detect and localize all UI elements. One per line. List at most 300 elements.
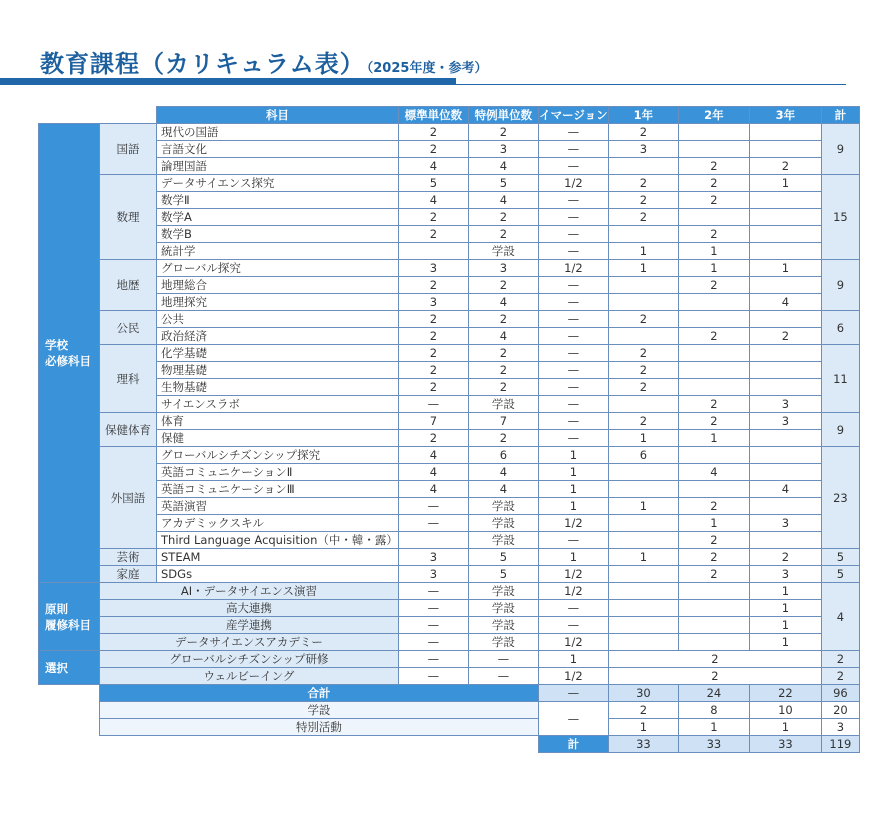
kei-label: 計 bbox=[538, 736, 608, 753]
principle-row bbox=[39, 583, 860, 600]
year2-cell: 2 bbox=[678, 277, 749, 294]
year3-cell: 2 bbox=[749, 549, 821, 566]
immersion-cell: 1/2 bbox=[538, 566, 608, 583]
subject-row bbox=[39, 464, 860, 481]
year3-cell bbox=[749, 345, 821, 362]
year2-cell bbox=[678, 311, 749, 328]
std-units-cell: 4 bbox=[398, 481, 468, 498]
gakusetsu-total: 20 bbox=[821, 702, 859, 719]
std-units-cell: 7 bbox=[398, 413, 468, 430]
special-units-cell: 5 bbox=[468, 175, 538, 192]
year1-cell: 1 bbox=[608, 549, 678, 566]
std-units-cell: — bbox=[398, 668, 468, 685]
std-units-cell: — bbox=[398, 515, 468, 532]
title-main: 教育課程（カリキュラム表） bbox=[40, 50, 365, 78]
special-units-cell: 学設 bbox=[468, 498, 538, 515]
immersion-cell: 1 bbox=[538, 651, 608, 668]
special-units-cell: 学設 bbox=[468, 515, 538, 532]
year1-cell bbox=[608, 566, 678, 583]
special-units-cell: 5 bbox=[468, 549, 538, 566]
immersion-cell: — bbox=[538, 345, 608, 362]
kei-row bbox=[39, 736, 860, 753]
subject-row bbox=[39, 328, 860, 345]
year1-cell: 6 bbox=[608, 447, 678, 464]
special-units-cell: 7 bbox=[468, 413, 538, 430]
year1-cell bbox=[608, 396, 678, 413]
immersion-cell: 1 bbox=[538, 447, 608, 464]
year1-cell: 1 bbox=[608, 498, 678, 515]
immersion-cell: — bbox=[538, 294, 608, 311]
year2-cell: 1 bbox=[678, 515, 749, 532]
subject-name: アカデミックスキル bbox=[157, 515, 399, 532]
special-units-cell: 2 bbox=[468, 430, 538, 447]
year2-cell: 2 bbox=[678, 396, 749, 413]
subject-name: 英語演習 bbox=[157, 498, 399, 515]
header-year3: 3年 bbox=[749, 107, 821, 124]
year3-cell: 1 bbox=[749, 617, 821, 634]
special-units-cell: 4 bbox=[468, 464, 538, 481]
subject-name: 化学基礎 bbox=[157, 345, 399, 362]
group-sugaku: 数理 bbox=[100, 175, 157, 260]
group-total-katei: 5 bbox=[821, 566, 859, 583]
special-units-cell: 2 bbox=[468, 362, 538, 379]
year3-cell: 3 bbox=[749, 396, 821, 413]
header-spacer bbox=[39, 107, 157, 124]
year1-cell: 2 bbox=[608, 413, 678, 430]
subject-name: 統計学 bbox=[157, 243, 399, 260]
subject-name: グローバルシチズンシップ研修 bbox=[100, 651, 399, 668]
immersion-cell: — bbox=[538, 124, 608, 141]
year3-cell bbox=[749, 532, 821, 549]
group-komin: 公民 bbox=[100, 311, 157, 345]
immersion-cell: 1 bbox=[538, 549, 608, 566]
year2-cell bbox=[678, 634, 749, 651]
special-units-cell: — bbox=[468, 668, 538, 685]
immersion-cell: — bbox=[538, 362, 608, 379]
page-title bbox=[40, 44, 487, 79]
year3-cell bbox=[749, 379, 821, 396]
std-units-cell: 4 bbox=[398, 447, 468, 464]
group-total-hoken: 9 bbox=[821, 413, 859, 447]
special-units-cell: 5 bbox=[468, 566, 538, 583]
immersion-cell: — bbox=[538, 617, 608, 634]
curriculum-table bbox=[38, 106, 860, 753]
gokei-year1: 30 bbox=[608, 685, 678, 702]
subject-row bbox=[39, 362, 860, 379]
std-units-cell: 2 bbox=[398, 362, 468, 379]
gokei-row bbox=[39, 685, 860, 702]
special-units-cell: — bbox=[468, 651, 538, 668]
year1-cell: 2 bbox=[608, 209, 678, 226]
subject-name: 政治経済 bbox=[157, 328, 399, 345]
immersion-cell: — bbox=[538, 413, 608, 430]
subject-row bbox=[39, 345, 860, 362]
special-units-cell: 2 bbox=[468, 379, 538, 396]
immersion-cell: — bbox=[538, 396, 608, 413]
group-total-elective: 2 bbox=[821, 668, 859, 685]
year2-cell bbox=[678, 209, 749, 226]
year2-cell: 2 bbox=[678, 328, 749, 345]
year2-cell bbox=[678, 124, 749, 141]
group-total-kokugo: 9 bbox=[821, 124, 859, 175]
gakusetsu-label: 学設 bbox=[100, 702, 539, 719]
gakusetsu-year3: 10 bbox=[749, 702, 821, 719]
year3-cell bbox=[749, 192, 821, 209]
year1-cell bbox=[608, 158, 678, 175]
special-units-cell: 4 bbox=[468, 158, 538, 175]
std-units-cell: — bbox=[398, 600, 468, 617]
subject-row bbox=[39, 430, 860, 447]
subject-row bbox=[39, 209, 860, 226]
year1-cell bbox=[608, 277, 678, 294]
header-immersion: イマージョン bbox=[539, 108, 608, 122]
spacer bbox=[39, 736, 539, 753]
tokubetsu-row bbox=[39, 719, 860, 736]
std-units-cell: 2 bbox=[398, 226, 468, 243]
gokei-immersion: — bbox=[538, 685, 608, 702]
std-units-cell: — bbox=[398, 634, 468, 651]
std-units-cell: 2 bbox=[398, 430, 468, 447]
subject-row bbox=[39, 566, 860, 583]
year1-cell: 1 bbox=[608, 430, 678, 447]
spacer bbox=[39, 685, 100, 702]
std-units-cell: 3 bbox=[398, 566, 468, 583]
year2-cell bbox=[678, 447, 749, 464]
table-body bbox=[39, 107, 860, 753]
subject-name: 地理総合 bbox=[157, 277, 399, 294]
special-units-cell: 2 bbox=[468, 345, 538, 362]
subject-row bbox=[39, 175, 860, 192]
subject-row bbox=[39, 481, 860, 498]
year3-cell bbox=[749, 141, 821, 158]
special-units-cell: 2 bbox=[468, 277, 538, 294]
subject-name: 体育 bbox=[157, 413, 399, 430]
subject-name: グローバルシチズンシップ探究 bbox=[157, 447, 399, 464]
std-units-cell: 2 bbox=[398, 379, 468, 396]
std-units-cell: 4 bbox=[398, 192, 468, 209]
year2-cell bbox=[678, 600, 749, 617]
subject-row bbox=[39, 192, 860, 209]
special-units-cell: 学設 bbox=[468, 617, 538, 634]
year2-cell: 1 bbox=[678, 430, 749, 447]
special-units-cell: 4 bbox=[468, 294, 538, 311]
header-year2: 2年 bbox=[678, 107, 749, 124]
title-sub: （2025年度・参考） bbox=[366, 61, 488, 76]
subject-name: 物理基礎 bbox=[157, 362, 399, 379]
special-units-cell: 学設 bbox=[468, 600, 538, 617]
immersion-cell: 1 bbox=[538, 498, 608, 515]
subject-row bbox=[39, 413, 860, 430]
special-units-cell: 学設 bbox=[468, 532, 538, 549]
subject-name: サイエンスラボ bbox=[157, 396, 399, 413]
std-units-cell: 2 bbox=[398, 141, 468, 158]
year1-cell bbox=[608, 481, 678, 498]
subject-name: 地理探究 bbox=[157, 294, 399, 311]
year3-cell bbox=[749, 277, 821, 294]
year1-cell bbox=[608, 328, 678, 345]
subject-name: グローバル探究 bbox=[157, 260, 399, 277]
group-hoken: 保健体育 bbox=[100, 413, 157, 447]
immersion-cell: 1/2 bbox=[538, 260, 608, 277]
gakusetsu-year2: 8 bbox=[678, 702, 749, 719]
kei-year3: 33 bbox=[749, 736, 821, 753]
immersion-cell: — bbox=[538, 311, 608, 328]
group-gaikoku: 外国語 bbox=[100, 447, 157, 549]
gokei-label: 合計 bbox=[100, 685, 539, 702]
subject-name: SDGs bbox=[157, 566, 399, 583]
std-units-cell: — bbox=[398, 617, 468, 634]
year1-cell: 2 bbox=[608, 379, 678, 396]
year3-cell: 1 bbox=[749, 600, 821, 617]
special-units-cell: 2 bbox=[468, 226, 538, 243]
immersion-cell: 1 bbox=[538, 464, 608, 481]
group-total-sugaku: 15 bbox=[821, 175, 859, 260]
special-units-cell: 学設 bbox=[468, 583, 538, 600]
subject-name: ウェルビーイング bbox=[100, 668, 399, 685]
immersion-cell: — bbox=[538, 158, 608, 175]
immersion-cell: — bbox=[538, 209, 608, 226]
year1-cell: 2 bbox=[608, 175, 678, 192]
year1-cell: 1 bbox=[608, 243, 678, 260]
title-underline-line bbox=[456, 84, 846, 85]
kei-year2: 33 bbox=[678, 736, 749, 753]
year2-cell bbox=[678, 379, 749, 396]
year3-cell bbox=[749, 447, 821, 464]
std-units-cell: 2 bbox=[398, 277, 468, 294]
year1-cell: 2 bbox=[608, 362, 678, 379]
year1-cell bbox=[608, 600, 678, 617]
year2-cell bbox=[678, 362, 749, 379]
principle-row bbox=[39, 600, 860, 617]
subject-row bbox=[39, 294, 860, 311]
header-total: 計 bbox=[821, 107, 859, 124]
year3-cell bbox=[749, 311, 821, 328]
subject-row bbox=[39, 515, 860, 532]
subject-row bbox=[39, 158, 860, 175]
subject-name: データサイエンス探究 bbox=[157, 175, 399, 192]
year3-cell: 4 bbox=[749, 481, 821, 498]
special-units-cell: 学設 bbox=[468, 243, 538, 260]
std-units-cell: 3 bbox=[398, 294, 468, 311]
year1-cell: 2 bbox=[608, 311, 678, 328]
year1-cell bbox=[608, 617, 678, 634]
subject-row bbox=[39, 447, 860, 464]
subject-name: 数学B bbox=[157, 226, 399, 243]
subject-name: AI・データサイエンス演習 bbox=[100, 583, 399, 600]
std-units-cell: — bbox=[398, 396, 468, 413]
year2-cell bbox=[678, 345, 749, 362]
std-units-cell bbox=[398, 243, 468, 260]
year2-cell: 2 bbox=[678, 498, 749, 515]
year2-cell: 2 bbox=[678, 226, 749, 243]
special-units-cell: 4 bbox=[468, 481, 538, 498]
special-units-cell: 3 bbox=[468, 141, 538, 158]
header-row bbox=[39, 107, 860, 124]
std-units-cell: 5 bbox=[398, 175, 468, 192]
kei-year1: 33 bbox=[608, 736, 678, 753]
special-units-cell: 4 bbox=[468, 328, 538, 345]
year-span-cell: 2 bbox=[608, 668, 821, 685]
gokei-year3: 22 bbox=[749, 685, 821, 702]
group-total-komin: 6 bbox=[821, 311, 859, 345]
year2-cell: 2 bbox=[678, 413, 749, 430]
year1-cell bbox=[608, 634, 678, 651]
subject-row bbox=[39, 226, 860, 243]
special-units-cell: 2 bbox=[468, 124, 538, 141]
tokubetsu-label: 特別活動 bbox=[100, 719, 539, 736]
header-year1: 1年 bbox=[608, 107, 678, 124]
subject-row bbox=[39, 532, 860, 549]
spacer bbox=[39, 719, 100, 736]
year1-cell bbox=[608, 294, 678, 311]
year1-cell bbox=[608, 515, 678, 532]
std-units-cell: — bbox=[398, 498, 468, 515]
std-units-cell bbox=[398, 532, 468, 549]
elective-row bbox=[39, 651, 860, 668]
year3-cell: 1 bbox=[749, 583, 821, 600]
year3-cell: 2 bbox=[749, 158, 821, 175]
std-units-cell: 4 bbox=[398, 158, 468, 175]
subject-name: Third Language Acquisition（中・韓・露） bbox=[157, 532, 399, 549]
year3-cell bbox=[749, 430, 821, 447]
kei-total: 119 bbox=[821, 736, 859, 753]
year2-cell: 4 bbox=[678, 464, 749, 481]
subject-name: 論理国語 bbox=[157, 158, 399, 175]
elective-row bbox=[39, 668, 860, 685]
immersion-cell: 1/2 bbox=[538, 175, 608, 192]
immersion-cell: — bbox=[538, 379, 608, 396]
subject-name: 現代の国語 bbox=[157, 124, 399, 141]
immersion-cell: — bbox=[538, 141, 608, 158]
year2-cell bbox=[678, 617, 749, 634]
year2-cell: 2 bbox=[678, 566, 749, 583]
year2-cell: 2 bbox=[678, 532, 749, 549]
std-units-cell: 3 bbox=[398, 260, 468, 277]
subject-name: 言語文化 bbox=[157, 141, 399, 158]
year3-cell bbox=[749, 498, 821, 515]
year3-cell: 3 bbox=[749, 515, 821, 532]
std-units-cell: 3 bbox=[398, 549, 468, 566]
immersion-cell: — bbox=[538, 192, 608, 209]
immersion-cell: 1/2 bbox=[538, 668, 608, 685]
immersion-cell: — bbox=[538, 243, 608, 260]
subject-name: 数学A bbox=[157, 209, 399, 226]
immersion-cell: 1 bbox=[538, 481, 608, 498]
year3-cell bbox=[749, 362, 821, 379]
subject-name: 公共 bbox=[157, 311, 399, 328]
special-units-cell: 2 bbox=[468, 311, 538, 328]
year2-cell bbox=[678, 141, 749, 158]
subject-name: 高大連携 bbox=[100, 600, 399, 617]
immersion-cell: 1/2 bbox=[538, 583, 608, 600]
year3-cell bbox=[749, 464, 821, 481]
subject-row bbox=[39, 243, 860, 260]
special-units-cell: 学設 bbox=[468, 396, 538, 413]
subject-row bbox=[39, 379, 860, 396]
immersion-cell: — bbox=[538, 532, 608, 549]
year2-cell: 1 bbox=[678, 260, 749, 277]
year1-cell bbox=[608, 532, 678, 549]
group-total-rika: 11 bbox=[821, 345, 859, 413]
std-units-cell: 2 bbox=[398, 345, 468, 362]
subject-name: 英語コミュニケーションⅡ bbox=[157, 464, 399, 481]
special-units-cell: 2 bbox=[468, 209, 538, 226]
std-units-cell: — bbox=[398, 651, 468, 668]
year2-cell: 2 bbox=[678, 549, 749, 566]
immersion-cell: — bbox=[538, 430, 608, 447]
year3-cell: 4 bbox=[749, 294, 821, 311]
year1-cell: 1 bbox=[608, 260, 678, 277]
year3-cell: 1 bbox=[749, 260, 821, 277]
principle-row bbox=[39, 634, 860, 651]
special-units-cell: 学設 bbox=[468, 634, 538, 651]
year2-cell: 2 bbox=[678, 175, 749, 192]
year1-cell: 3 bbox=[608, 141, 678, 158]
year3-cell: 1 bbox=[749, 634, 821, 651]
subject-name: 産学連携 bbox=[100, 617, 399, 634]
group-total-principle: 4 bbox=[821, 583, 859, 651]
std-units-cell: 2 bbox=[398, 311, 468, 328]
year2-cell: 1 bbox=[678, 243, 749, 260]
year1-cell bbox=[608, 464, 678, 481]
subject-row bbox=[39, 498, 860, 515]
immersion-cell: — bbox=[538, 226, 608, 243]
immersion-cell: — bbox=[538, 328, 608, 345]
subject-row bbox=[39, 141, 860, 158]
group-chireki: 地歴 bbox=[100, 260, 157, 311]
year3-cell bbox=[749, 243, 821, 260]
header-subject: 科目 bbox=[157, 107, 399, 124]
gakusetsu-row bbox=[39, 702, 860, 719]
subject-row bbox=[39, 277, 860, 294]
special-units-cell: 3 bbox=[468, 260, 538, 277]
title-underline-bar bbox=[0, 78, 456, 85]
year1-cell: 2 bbox=[608, 345, 678, 362]
year2-cell bbox=[678, 294, 749, 311]
gokei-total: 96 bbox=[821, 685, 859, 702]
principle-row bbox=[39, 617, 860, 634]
group-katei: 家庭 bbox=[100, 566, 157, 583]
year3-cell: 3 bbox=[749, 566, 821, 583]
year-span-cell: 2 bbox=[608, 651, 821, 668]
immersion-cell: — bbox=[538, 277, 608, 294]
subject-name: 数学Ⅱ bbox=[157, 192, 399, 209]
subject-row bbox=[39, 549, 860, 566]
subject-name: STEAM bbox=[157, 549, 399, 566]
std-units-cell: 4 bbox=[398, 464, 468, 481]
immersion-cell: 1/2 bbox=[538, 634, 608, 651]
group-rika: 理科 bbox=[100, 345, 157, 413]
group-total-chireki: 9 bbox=[821, 260, 859, 311]
header-special-units: 特例単位数 bbox=[468, 107, 538, 124]
year1-cell: 2 bbox=[608, 192, 678, 209]
std-units-cell: 2 bbox=[398, 209, 468, 226]
shared-immersion-cell: — bbox=[538, 702, 608, 736]
special-units-cell: 4 bbox=[468, 192, 538, 209]
year3-cell bbox=[749, 226, 821, 243]
category-principle: 原則 履修科目 bbox=[39, 583, 100, 651]
year3-cell: 3 bbox=[749, 413, 821, 430]
special-units-cell: 6 bbox=[468, 447, 538, 464]
category-required: 学校 必修科目 bbox=[39, 124, 100, 583]
tokubetsu-year2: 1 bbox=[678, 719, 749, 736]
year3-cell bbox=[749, 124, 821, 141]
immersion-cell: — bbox=[538, 600, 608, 617]
gakusetsu-year1: 2 bbox=[608, 702, 678, 719]
group-total-geijutsu: 5 bbox=[821, 549, 859, 566]
std-units-cell: 2 bbox=[398, 124, 468, 141]
std-units-cell: — bbox=[398, 583, 468, 600]
